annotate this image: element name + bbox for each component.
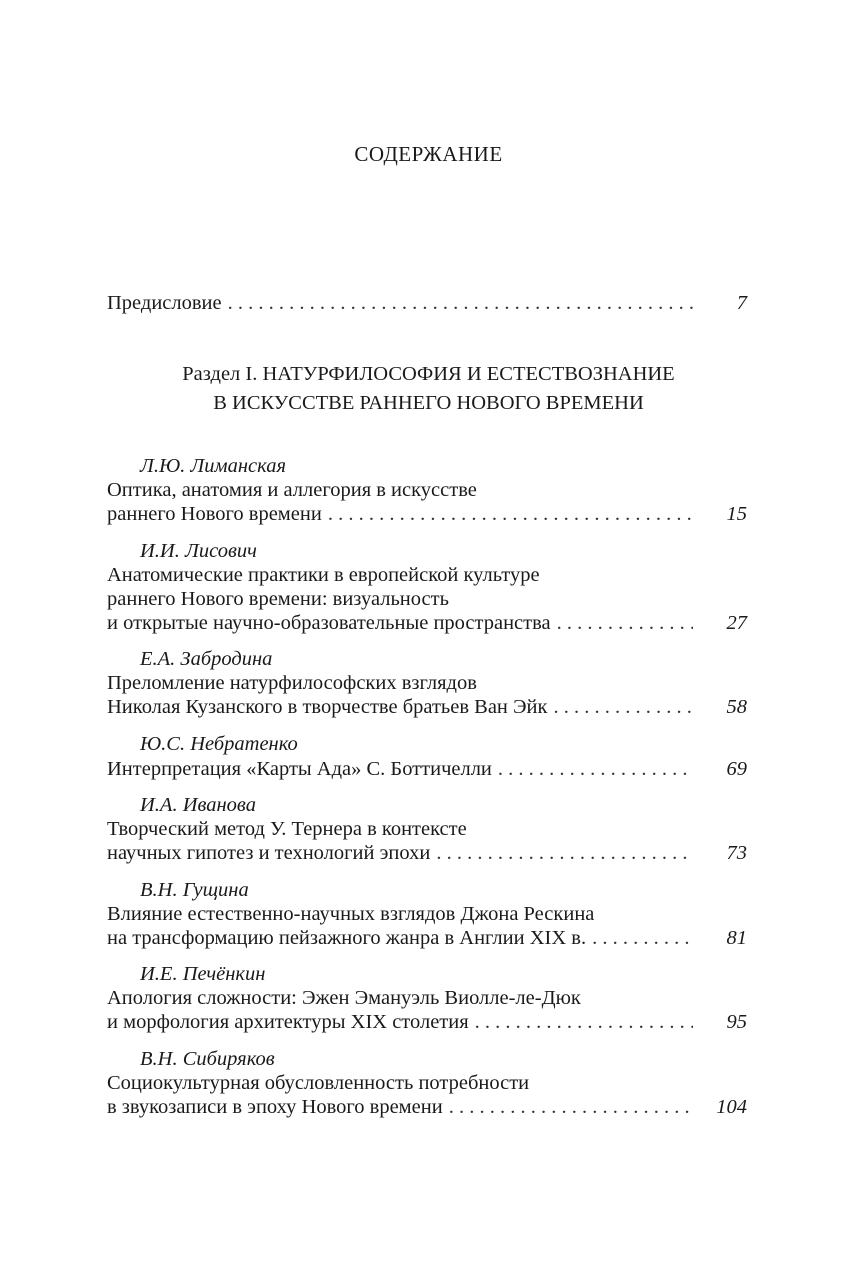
page-number: 104 <box>716 1096 747 1118</box>
toc-entry[interactable] <box>107 1009 747 1035</box>
page-number: 95 <box>726 1011 747 1033</box>
page-number: 69 <box>726 758 747 780</box>
entry-title-last-line: Интерпретация «Карты Ада» С. Боттичелли <box>107 758 492 780</box>
section-heading-line-1: Раздел I. НАТУРФИЛОСОФИЯ И ЕСТЕСТВОЗНАНИЕ <box>182 363 675 385</box>
entry-title-last-line: и морфология архитектуры XIX столетия <box>107 1011 469 1033</box>
page-number: 58 <box>726 696 747 718</box>
entry-title-line: Социокультурная обусловленность потребности <box>107 1072 530 1094</box>
entry-title-line: Оптика, анатомия и аллегория в искусстве <box>107 479 477 501</box>
toc-entry[interactable] <box>107 925 747 951</box>
entry-title-last-line: научных гипотез и технологий эпохи <box>107 842 431 864</box>
entry-author: И.Е. Печёнкин <box>140 963 266 985</box>
dot-leader <box>498 756 693 782</box>
entry-author: Е.А. Забродина <box>140 648 273 670</box>
entry-author: В.Н. Гущина <box>140 879 249 901</box>
entry-author: Л.Ю. Лиманская <box>140 455 287 477</box>
entry-title: Предисловие <box>107 292 222 314</box>
dot-leader <box>557 610 693 636</box>
dot-leader <box>554 694 694 720</box>
dot-leader <box>436 840 693 866</box>
entry-author: Ю.С. Небратенко <box>140 733 298 755</box>
entry-title-line: Анатомические практики в европейской культуре <box>107 564 540 586</box>
page-number: 73 <box>726 842 747 864</box>
entry-title-last-line: раннего Нового времени <box>107 503 322 525</box>
toc-entry[interactable] <box>107 1094 747 1120</box>
entry-title-line: Влияние естественно-научных взглядов Джона Рескина <box>107 903 595 925</box>
toc-entry[interactable] <box>107 840 747 866</box>
entry-title-last-line: Николая Кузанского в творчестве братьев Ван Эйк <box>107 696 548 718</box>
entry-title-last-line: и открытые научно-образовательные пространства <box>107 612 551 634</box>
entry-title-last-line: на трансформацию пейзажного жанра в Англии XIX в. <box>107 927 587 949</box>
entry-title-line: Преломление натурфилософских взглядов <box>107 672 477 694</box>
dot-leader <box>592 925 693 951</box>
dot-leader <box>228 290 693 316</box>
page-number: 15 <box>726 503 747 525</box>
entry-title-line: раннего Нового времени: визуальность <box>107 588 449 610</box>
dot-leader <box>449 1094 693 1120</box>
page-number: 27 <box>726 612 747 634</box>
toc-entry[interactable] <box>107 610 747 636</box>
entry-author: В.Н. Сибиряков <box>140 1048 275 1070</box>
page-title: СОДЕРЖАНИЕ <box>354 142 503 166</box>
dot-leader <box>328 501 693 527</box>
entry-author: И.И. Лисович <box>140 540 257 562</box>
section-heading-line-2: В ИСКУССТВЕ РАННЕГО НОВОГО ВРЕМЕНИ <box>213 392 644 414</box>
dot-leader <box>475 1009 693 1035</box>
toc-entry[interactable] <box>107 756 747 782</box>
entry-author: И.А. Иванова <box>140 794 256 816</box>
toc-entry[interactable] <box>107 501 747 527</box>
page-number: 7 <box>736 292 747 314</box>
entry-title-last-line: в звукозаписи в эпоху Нового времени <box>107 1096 443 1118</box>
entry-title-line: Творческий метод У. Тернера в контексте <box>107 818 467 840</box>
toc-entry-preface[interactable] <box>107 290 747 316</box>
page-number: 81 <box>726 927 747 949</box>
entry-title-line: Апология сложности: Эжен Эмануэль Виолле-ле-Дюк <box>107 987 581 1009</box>
toc-entry[interactable] <box>107 694 747 720</box>
